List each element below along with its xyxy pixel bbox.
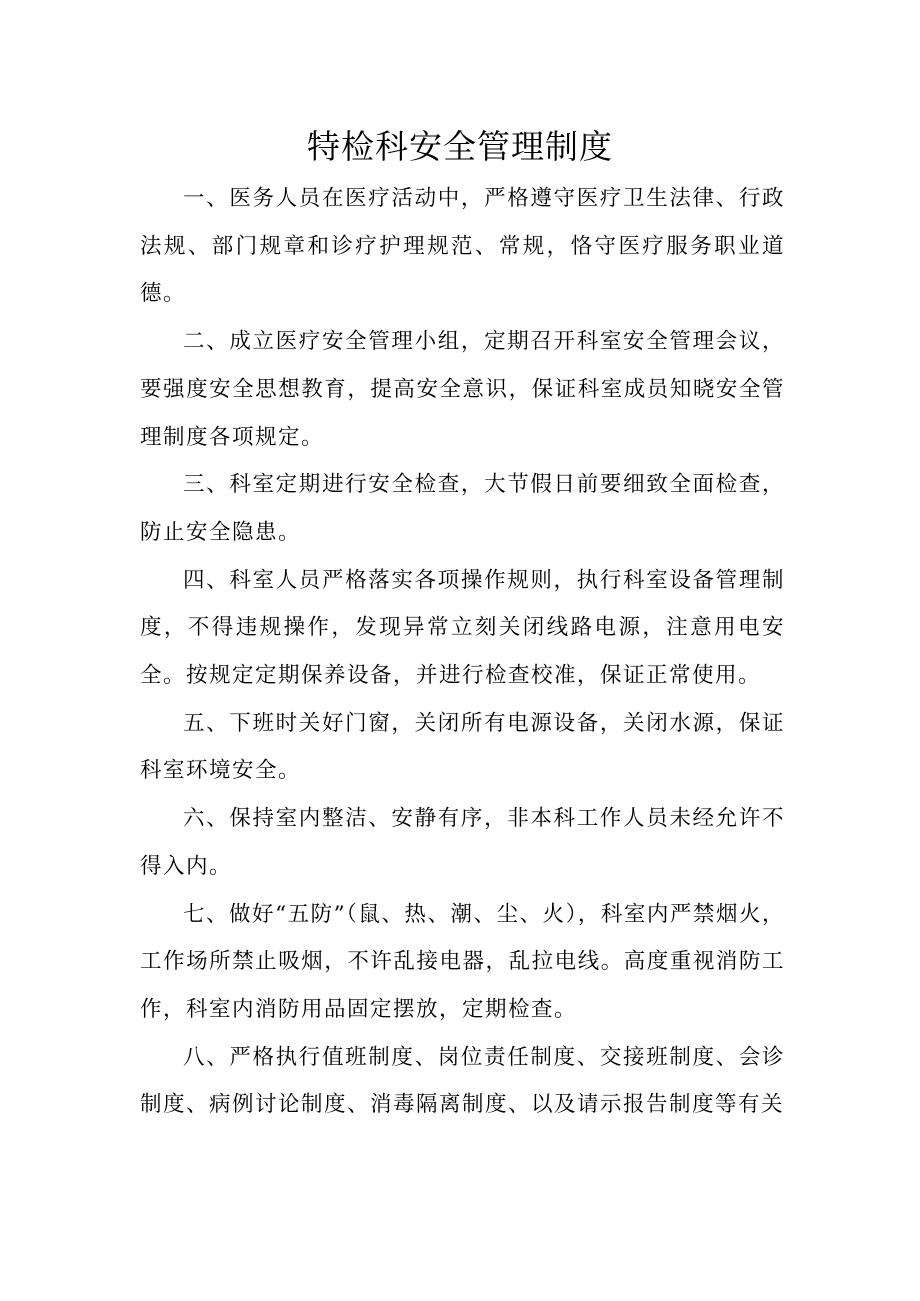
paragraph-8: 八、严格执行值班制度、岗位责任制度、交接班制度、会诊制度、病例讨论制度、消毒隔离制度、以及请示报告制度等有关 (140, 1044, 785, 1118)
paragraph-7: 七、做好“五防”（鼠、热、潮、尘、火），科室内严禁烟火，工作场所禁止吸烟，不许乱接电器，乱拉电线。高度重视消防工作，科室内消防用品固定摆放，定期检查。 (140, 901, 785, 1022)
paragraph-2: 二、成立医疗安全管理小组，定期召开科室安全管理会议，要强度安全思想教育，提高安全意识，保证科室成员知晓安全管理制度各项规定。 (140, 329, 785, 450)
paragraph-1: 一、医务人员在医疗活动中，严格遵守医疗卫生法律、行政法规、部门规章和诊疗护理规范、常规，恪守医疗服务职业道德。 (140, 186, 785, 307)
paragraph-6: 六、保持室内整洁、安静有序，非本科工作人员未经允许不得入内。 (140, 806, 785, 879)
paragraph-5: 五、下班时关好门窗，关闭所有电源设备，关闭水源，保证科室环境安全。 (140, 710, 785, 784)
document-title: 特检科安全管理制度 (307, 127, 613, 166)
paragraph-4: 四、科室人员严格落实各项操作规则，执行科室设备管理制度，不得违规操作，发现异常立刻关闭线路电源，注意用电安全。按规定定期保养设备，并进行检查校准，保证正常使用。 (140, 567, 785, 689)
document-body (140, 175, 785, 1129)
paragraph-3: 三、科室定期进行安全检查，大节假日前要细致全面检查，防止安全隐患。 (140, 472, 785, 545)
